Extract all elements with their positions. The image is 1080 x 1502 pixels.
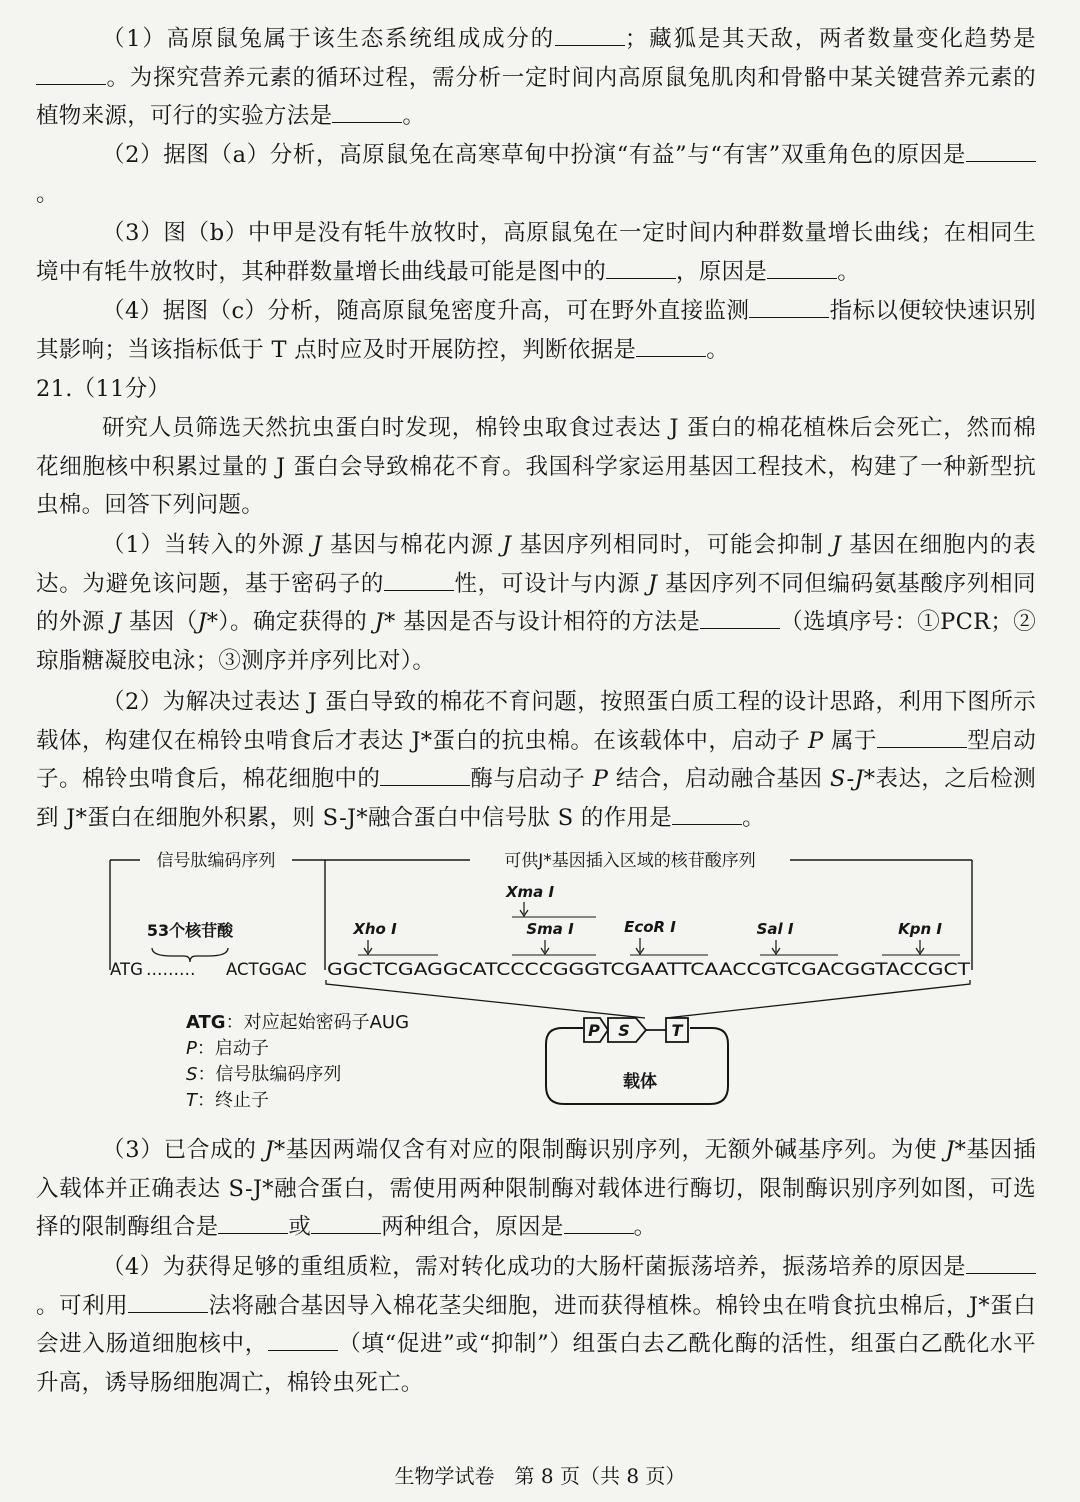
q21-part2: （2）为解决过表达 J 蛋白导致的棉花不育问题，按照蛋白质工程的设计思路，利用下图所示载体，构建仅在棉铃虫啃食后才表达 J*蛋白的抗虫棉。在该载体中，启动子 P 属于 型启动子。棉铃虫啃食后，棉花细胞中的 酶与启动子 P 结合，启动融合基因 S-J*表达，之后检测到 J*蛋白在细胞外积累，则 S-J*融合蛋白中信号肽 S 的作用是 。 <box>36 689 1037 831</box>
answer-blank[interactable] <box>332 100 402 123</box>
signal-peptide-label: 信号肽编码序列 <box>156 851 276 871</box>
q21-part4: （4）为获得足够的重组质粒，需对转化成功的大肠杆菌振荡培养，振荡培养的原因是。可利用 法将融合基因导入棉花茎尖细胞，进而获得植株。棉铃虫在啃食抗虫棉后，J*蛋白会进入肠道细胞核中， （填“促进”或“抑制”）组蛋白去乙酰化酶的活性，组蛋白乙酰化水平升高，诱导肠细胞凋亡，棉铃虫死亡。 <box>36 1248 1036 1402</box>
q21-heading: 21.（11分） <box>36 376 171 402</box>
insertion-sequence: GGCTCGAGGCATCCCCGGGTCGAATTCAACCGTCGACGGTACCGCT <box>327 960 971 980</box>
answer-blank[interactable] <box>749 295 829 318</box>
enzyme-sma-i: Sma I <box>526 920 574 938</box>
answer-blank[interactable] <box>672 802 742 825</box>
q20-part3: （3）图（b）中甲是没有牦牛放牧时，高原鼠兔在一定时间内种群数量增长曲线；在相同生境中有牦牛放牧时，其种群数量增长曲线最可能是图中的 ，原因是 。 <box>36 220 1036 285</box>
answer-blank[interactable] <box>380 763 470 786</box>
q20-part4: （4）据图（c）分析，随高原鼠兔密度升高，可在野外直接监测 指标以便较快速识别其影响；当该指标低于 T 点时应及时开展防控，判断依据是 。 <box>36 292 1036 369</box>
answer-blank[interactable] <box>311 1211 381 1234</box>
answer-blank[interactable] <box>767 256 837 279</box>
q20-part2: （2）据图（a）分析，高原鼠兔在高寒草甸中扮演“有益”与“有害”双重角色的原因是。 <box>36 136 1036 213</box>
answer-blank[interactable] <box>564 1211 634 1234</box>
figure-legend <box>186 1010 409 1114</box>
enzyme-xho-i: Xho I <box>353 920 397 938</box>
q21-part1: （1）当转入的外源 J 基因与棉花内源 J 基因序列相同时，可能会抑制 J 基因在细胞内的表达。为避免该问题，基于密码子的 性，可设计与内源 J 基因序列不同但编码氨基酸序列相同的外源 J 基因（J*）。确定获得的 J* 基因是否与设计相符的方法是 （选填序号：①PCR；②琼脂糖凝胶电泳；③测序并序列比对）。 <box>36 532 1036 674</box>
vector-label: 载体 <box>623 1072 657 1092</box>
answer-blank[interactable] <box>384 568 454 591</box>
answer-blank[interactable] <box>555 23 625 46</box>
answer-blank[interactable] <box>36 62 106 85</box>
answer-blank[interactable] <box>636 334 706 357</box>
start-codon: ATG <box>110 960 143 979</box>
legend-item: ATG：对应起始密码子AUG <box>186 1012 410 1033</box>
nucleotide-count-label: 53个核苷酸 <box>146 921 234 940</box>
q21-intro: 研究人员筛选天然抗虫蛋白时发现，棉铃虫取食过表达 J 蛋白的棉花植株后会死亡，然而棉花细胞核中积累过量的 J 蛋白会导致棉花不育。我国科学家运用基因工程技术，构建了一种新型抗虫棉。回答下列问题。 <box>36 415 1036 518</box>
insertion-region-label: 可供J*基因插入区域的核苷酸序列 <box>504 851 756 871</box>
answer-blank[interactable] <box>877 725 967 748</box>
answer-blank[interactable] <box>966 139 1036 162</box>
terminator-T: T <box>671 1021 683 1040</box>
sequence-dots: ……… <box>146 960 196 979</box>
q21-part3: （3）已合成的 J*基因两端仅含有对应的限制酶识别序列，无额外碱基序列。为使 J*基因插入载体并正确表达 S-J*融合蛋白，需使用两种限制酶对载体进行酶切，限制酶识别序列如图，可选择的限制酶组合是 或 两种组合，原因是 。 <box>36 1137 1037 1240</box>
page-footer: 生物学试卷 第 8 页（共 8 页） <box>394 1464 686 1488</box>
answer-blank[interactable] <box>268 1328 338 1351</box>
enzyme-sal-i: Sal I <box>756 920 794 938</box>
vector-plasmid <box>546 1018 728 1104</box>
answer-blank[interactable] <box>606 256 676 279</box>
promoter-P: P <box>588 1021 600 1040</box>
answer-blank[interactable] <box>700 606 780 629</box>
signal-sequence-end: ACTGGAC <box>226 960 307 979</box>
answer-blank[interactable] <box>966 1251 1036 1274</box>
legend-item: P：启动子 <box>186 1038 269 1059</box>
region-brackets <box>110 860 972 970</box>
legend-item: S：信号肽编码序列 <box>186 1064 342 1085</box>
signal-S: S <box>618 1021 630 1040</box>
restriction-sites <box>352 883 960 955</box>
zoom-lines <box>326 980 970 1018</box>
enzyme-xma-i: Xma I <box>505 883 555 901</box>
q20-part1: （1）高原鼠兔属于该生态系统组成成分的 ；藏狐是其天敌，两者数量变化趋势是。为探究营养元素的循环过程，需分析一定时间内高原鼠兔肌肉和骨骼中某关键营养元素的植物来源，可行的实验方法是 。 <box>36 20 1036 136</box>
answer-blank[interactable] <box>218 1211 288 1234</box>
enzyme-kpn-i: Kpn I <box>898 920 942 938</box>
legend-item: T：终止子 <box>186 1090 269 1111</box>
enzyme-ecor-i: EcoR I <box>624 918 676 936</box>
answer-blank[interactable] <box>128 1290 208 1313</box>
